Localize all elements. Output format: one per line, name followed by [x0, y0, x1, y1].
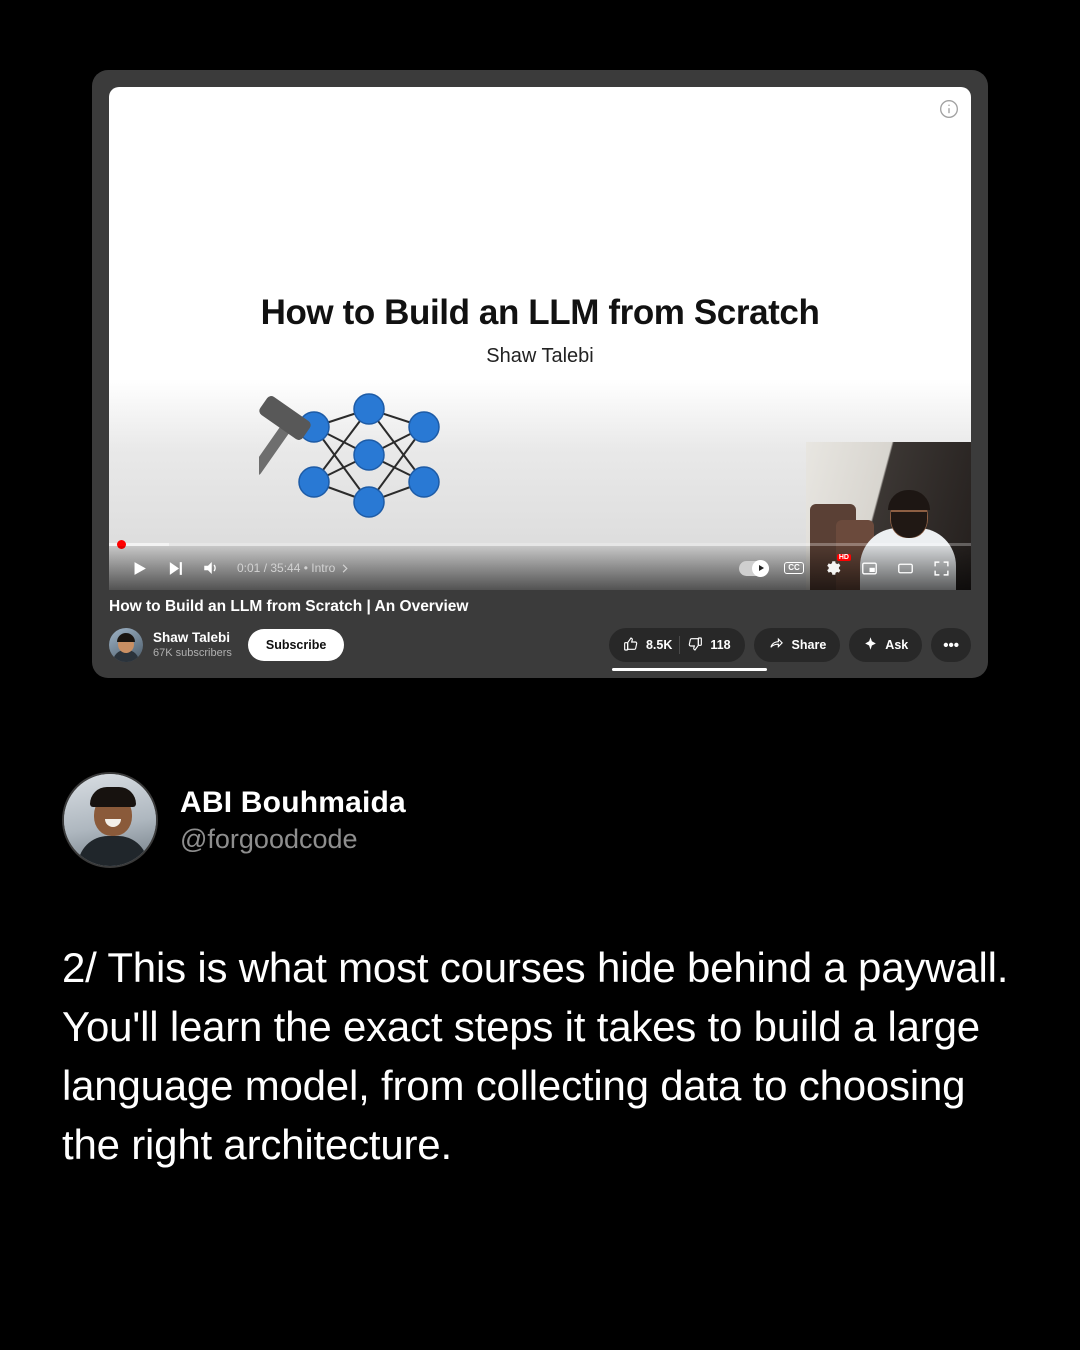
autoplay-toggle[interactable] — [733, 550, 775, 586]
actions-underline — [612, 668, 767, 671]
next-video-icon[interactable] — [157, 550, 193, 586]
like-count: 8.5K — [645, 638, 673, 652]
info-icon[interactable] — [939, 99, 959, 124]
video-player[interactable] — [109, 87, 971, 590]
channel-avatar[interactable] — [109, 628, 143, 662]
ask-button[interactable] — [849, 628, 922, 662]
like-dislike-pill[interactable] — [609, 628, 745, 662]
gear-icon[interactable] — [813, 550, 851, 586]
dislike-count: 118 — [710, 638, 731, 652]
chapter-chevron-icon[interactable] — [335, 550, 353, 586]
more-options-button[interactable]: ••• — [931, 628, 971, 662]
video-actions — [609, 628, 971, 662]
author-block — [62, 772, 406, 868]
subscribe-button[interactable]: Subscribe — [248, 629, 344, 661]
divider — [679, 636, 680, 654]
play-icon[interactable] — [121, 550, 157, 586]
captions-icon[interactable]: CC — [775, 550, 813, 586]
sparkle-icon — [863, 636, 878, 654]
hammer-icon — [259, 394, 313, 477]
channel-subscribers: 67K subscribers — [153, 646, 232, 659]
fullscreen-icon[interactable] — [923, 550, 959, 586]
post-text: 2/ This is what most courses hide behind a paywall. You'll learn the exact steps it takes to build a large language model, from collecting data to choosing the right architecture. — [62, 944, 1009, 1168]
hd-badge: HD — [838, 554, 849, 561]
avatar — [62, 772, 158, 868]
volume-icon[interactable] — [193, 550, 229, 586]
author-handle: @forgoodcode — [180, 823, 358, 854]
thumbs-down-icon[interactable] — [687, 636, 703, 655]
video-card — [92, 70, 988, 678]
slide-author: Shaw Talebi — [486, 345, 594, 367]
miniplayer-icon[interactable] — [851, 550, 887, 586]
share-label: Share — [791, 638, 827, 652]
ask-label: Ask — [885, 638, 909, 652]
video-meta-row — [109, 628, 971, 662]
slide-title: How to Build an LLM from Scratch — [260, 293, 820, 332]
share-button[interactable] — [754, 628, 841, 662]
player-controls — [109, 546, 971, 590]
theater-mode-icon[interactable] — [887, 550, 923, 586]
share-arrow-icon — [768, 636, 785, 654]
channel-name[interactable]: Shaw Talebi — [153, 629, 231, 645]
neural-network-illustration — [259, 387, 489, 547]
time-display: 0:01 / 35:44 • Intro — [237, 561, 336, 575]
author-name: ABI Bouhmaida — [180, 785, 406, 819]
thumbs-up-icon[interactable] — [623, 636, 639, 655]
video-title[interactable]: How to Build an LLM from Scratch | An Overview — [109, 598, 469, 615]
